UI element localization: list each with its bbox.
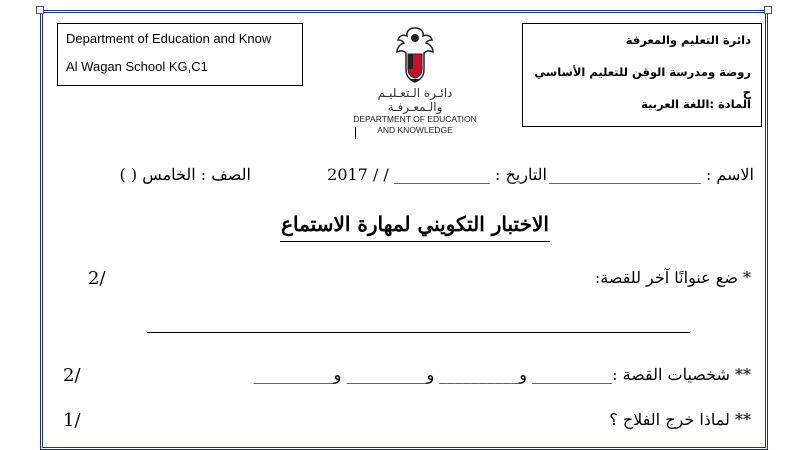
title-underline — [280, 241, 550, 242]
logo — [350, 24, 480, 144]
question-1-score: 2/ — [88, 268, 106, 289]
answer-line — [147, 332, 690, 333]
english-header-box — [57, 23, 303, 86]
date-field: التاريخ : ____________ / / 2017 — [327, 165, 547, 184]
question-1-text: * ضع عنوانًا آخر للقصة: — [594, 268, 751, 287]
logo-arabic-text: دائـرة الـتعـليـم والـمعـرفـة — [377, 86, 453, 114]
english-line-school: Al Wagan School KG,C1 — [66, 59, 208, 74]
page-title: الاختبار التكويني لمهارة الاستماع — [281, 212, 549, 236]
question-3-text: ** لماذا خرج الفلاح ؟ — [609, 410, 751, 429]
class-field: الصف : الخامس ( ) — [119, 165, 251, 184]
arabic-line-school: روضة ومدرسة الوقن للتعليم الأساسي ح — [534, 65, 751, 99]
question-2-score: 2/ — [63, 365, 81, 386]
logo-english-line2: AND KNOWLEDGE — [377, 125, 453, 135]
logo-english-line1: DEPARTMENT OF EDUCATION — [353, 114, 477, 124]
falcon-emblem-icon — [393, 24, 437, 84]
arabic-header-box — [522, 23, 762, 127]
question-3-score: 1/ — [63, 410, 81, 431]
text-cursor — [355, 127, 356, 139]
corner-mark — [36, 6, 44, 14]
corner-mark — [764, 6, 772, 14]
name-field: الاسم : ___________________ — [548, 165, 754, 184]
arabic-line-subject: المادة :اللغة العربية — [641, 97, 751, 111]
arabic-line-department: دائرة التعليم والمعرفة — [625, 33, 751, 47]
question-2-text: ** شخصيات القصة :__________ و__________ و__________ و__________ — [253, 365, 751, 384]
english-line-department: Department of Education and Know — [66, 31, 272, 46]
